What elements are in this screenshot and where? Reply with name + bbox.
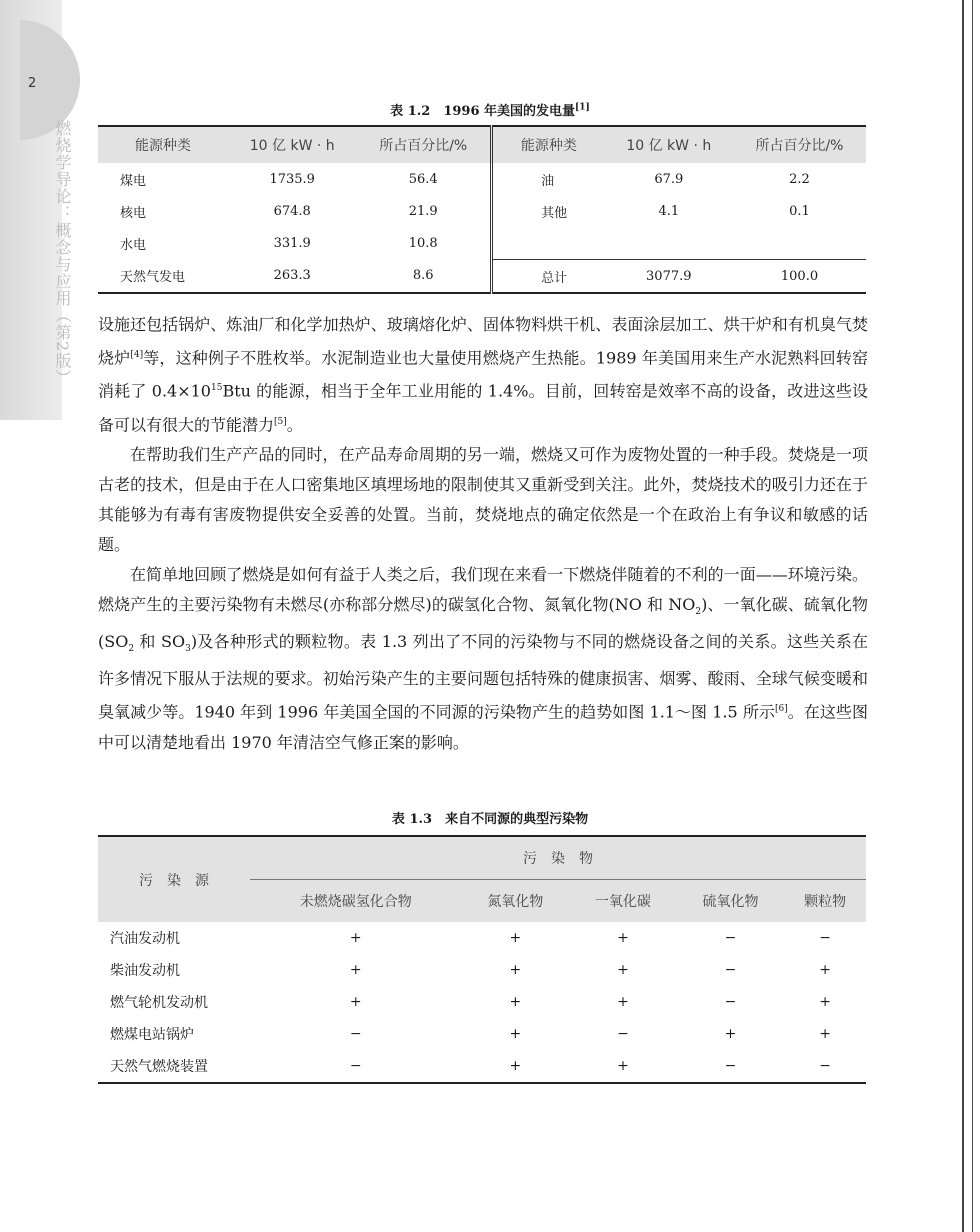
table-header-row — [98, 836, 866, 880]
table-cell: 263.3 — [273, 268, 311, 284]
table-header-row — [98, 126, 866, 163]
table-cell: 水电 — [120, 237, 147, 253]
table-cell: + — [509, 994, 522, 1010]
col-header: 所占百分比/% — [356, 126, 491, 163]
table-cell: 燃气轮机发动机 — [110, 995, 208, 1011]
table-cell: + — [509, 930, 522, 946]
table-cell: 2.2 — [789, 171, 810, 187]
table-row — [98, 260, 866, 294]
table-cell: + — [724, 1026, 737, 1042]
page-number: 2 — [28, 76, 37, 91]
table-cell: 柴油发动机 — [110, 963, 180, 979]
col-header: 能源种类 — [98, 126, 228, 163]
table-1-3 — [98, 835, 866, 1084]
table-cell: − — [349, 1026, 362, 1042]
total-label: 总计 — [492, 260, 605, 294]
table-cell: + — [509, 962, 522, 978]
paragraph-3: 在简单地回顾了燃烧是如何有益于人类之后，我们现在来看一下燃烧伴随着的不利的一面——环境污染。燃烧产生的主要污染物有未燃尽(亦称部分燃尽)的碳氢化合物、氮氧化物(NO 和 $NO_2$)、一氧化碳、硫氧化物($SO_2$ 和 $SO_3$)及各种形式的颗粒物。表 1.3 列出了不同的污染物与不同的燃烧设备之间的关系。这些关系在许多情况下服从于法规的要求。初始污染产生的主要问题包括特殊的健康损害、烟雾、酸雨、全球气候变暖和臭氧减少等。1940 年到 1996 年美国全国的不同源的污染物产生的趋势如图 1.1～图 1.5 所示[6]。在这些图中可以清楚地看出 1970 年清洁空气修正案的影响。 — [98, 564, 868, 752]
table-cell: 8.6 — [412, 268, 434, 284]
table-cell: 1735.9 — [269, 171, 315, 187]
table-row — [98, 195, 866, 227]
table-cell: − — [617, 1026, 629, 1042]
table-cell — [733, 227, 866, 260]
table-cell: − — [724, 994, 737, 1010]
col-header: 一氧化碳 — [569, 880, 677, 923]
table-1-3-caption: 表 1.3 来自不同源的典型污染物 — [391, 812, 589, 827]
table-cell: 56.4 — [408, 171, 438, 187]
table-cell: 燃煤电站锅炉 — [110, 1027, 194, 1043]
table-cell: + — [349, 994, 362, 1010]
table-cell: + — [349, 930, 362, 946]
table-cell: − — [724, 1058, 737, 1074]
table-1-2-caption: 表 1.2 1996 年美国的发电量[1] — [390, 102, 590, 119]
table-cell: + — [819, 994, 832, 1010]
col-header: 能源种类 — [492, 126, 605, 163]
table-cell: 100.0 — [733, 260, 866, 294]
table-cell: + — [509, 1026, 522, 1042]
table-cell: 天然气发电 — [120, 270, 186, 286]
table-cell: 331.9 — [273, 235, 311, 251]
right-border-line — [962, 0, 964, 1232]
table-1-2 — [98, 125, 866, 294]
table-cell: 3077.9 — [605, 260, 733, 294]
table-cell: − — [349, 1058, 362, 1074]
col-header: 氮氧化物 — [462, 880, 570, 923]
table-cell: + — [509, 1058, 522, 1074]
running-side-title: 燃烧学导论：概念与应用（第2版） — [53, 120, 72, 387]
table-cell: − — [724, 962, 737, 978]
col-header: 硫氧化物 — [677, 880, 785, 923]
table-cell: 674.8 — [273, 203, 311, 219]
table-cell: 煤电 — [120, 173, 147, 189]
table-cell: + — [617, 994, 629, 1010]
table-cell: + — [617, 1058, 629, 1074]
table-row — [98, 227, 866, 260]
table-cell: 0.1 — [789, 203, 810, 219]
table-cell: 核电 — [120, 205, 147, 221]
col-header: 10 亿 kW · h — [605, 126, 733, 163]
body-text — [98, 310, 868, 758]
table-cell: 油 — [492, 163, 605, 195]
paragraph-2: 在帮助我们生产产品的同时，在产品寿命周期的另一端，燃烧又可作为废物处置的一种手段。焚烧是一项古老的技术，但是由于在人口密集地区填埋场地的限制使其又重新受到关注。此外，焚烧技术的吸引力还在于其能够为有毒有害废物提供安全妥善的处置。当前，焚烧地点的确定依然是一个在政治上有争议和敏感的话题。 — [98, 444, 868, 554]
source-col-header: 污 染 源 — [98, 836, 250, 922]
table-row — [98, 1050, 866, 1083]
table-row — [98, 1018, 866, 1050]
table-cell: + — [617, 962, 629, 978]
group-col-header: 污 染 物 — [250, 836, 866, 880]
table-cell: + — [349, 962, 362, 978]
table-cell: 其他 — [492, 195, 605, 227]
table-cell: − — [819, 1058, 832, 1074]
table-cell: 10.8 — [408, 235, 438, 251]
table-cell: + — [819, 962, 832, 978]
col-header: 未燃烧碳氢化合物 — [250, 880, 462, 923]
table-row — [98, 163, 866, 195]
col-header: 10 亿 kW · h — [228, 126, 356, 163]
table-row — [98, 922, 866, 954]
col-header: 所占百分比/% — [733, 126, 866, 163]
table-cell: + — [819, 1026, 832, 1042]
table-cell: 67.9 — [654, 171, 684, 187]
table-cell: 天然气燃烧装置 — [110, 1059, 208, 1075]
table-cell — [492, 227, 605, 260]
paragraph-1: 设施还包括锅炉、炼油厂和化学加热炉、玻璃熔化炉、固体物料烘干机、表面涂层加工、烘干炉和有机臭气焚烧炉[4]等，这种例子不胜枚举。水泥制造业也大量使用燃烧产生热能。1989 年美国用来生产水泥熟料回转窑消耗了 $0.4\times 10^{15}Btu$ 的能源，相当于全年工业用能的 1.4%。目前，回转窑是效率不高的设备，改进这些设备可以有很大的节能潜力[5]。 — [98, 315, 868, 434]
table-cell: 汽油发动机 — [110, 931, 180, 947]
table-cell: 4.1 — [658, 203, 680, 219]
table-row — [98, 986, 866, 1018]
table-cell: + — [617, 930, 629, 946]
table-cell: − — [819, 930, 832, 946]
table-cell — [605, 227, 733, 260]
right-border-line-2 — [972, 0, 973, 1232]
table-cell: 21.9 — [408, 203, 438, 219]
table-row — [98, 954, 866, 986]
col-header: 颗粒物 — [784, 880, 866, 923]
table-cell: − — [724, 930, 737, 946]
